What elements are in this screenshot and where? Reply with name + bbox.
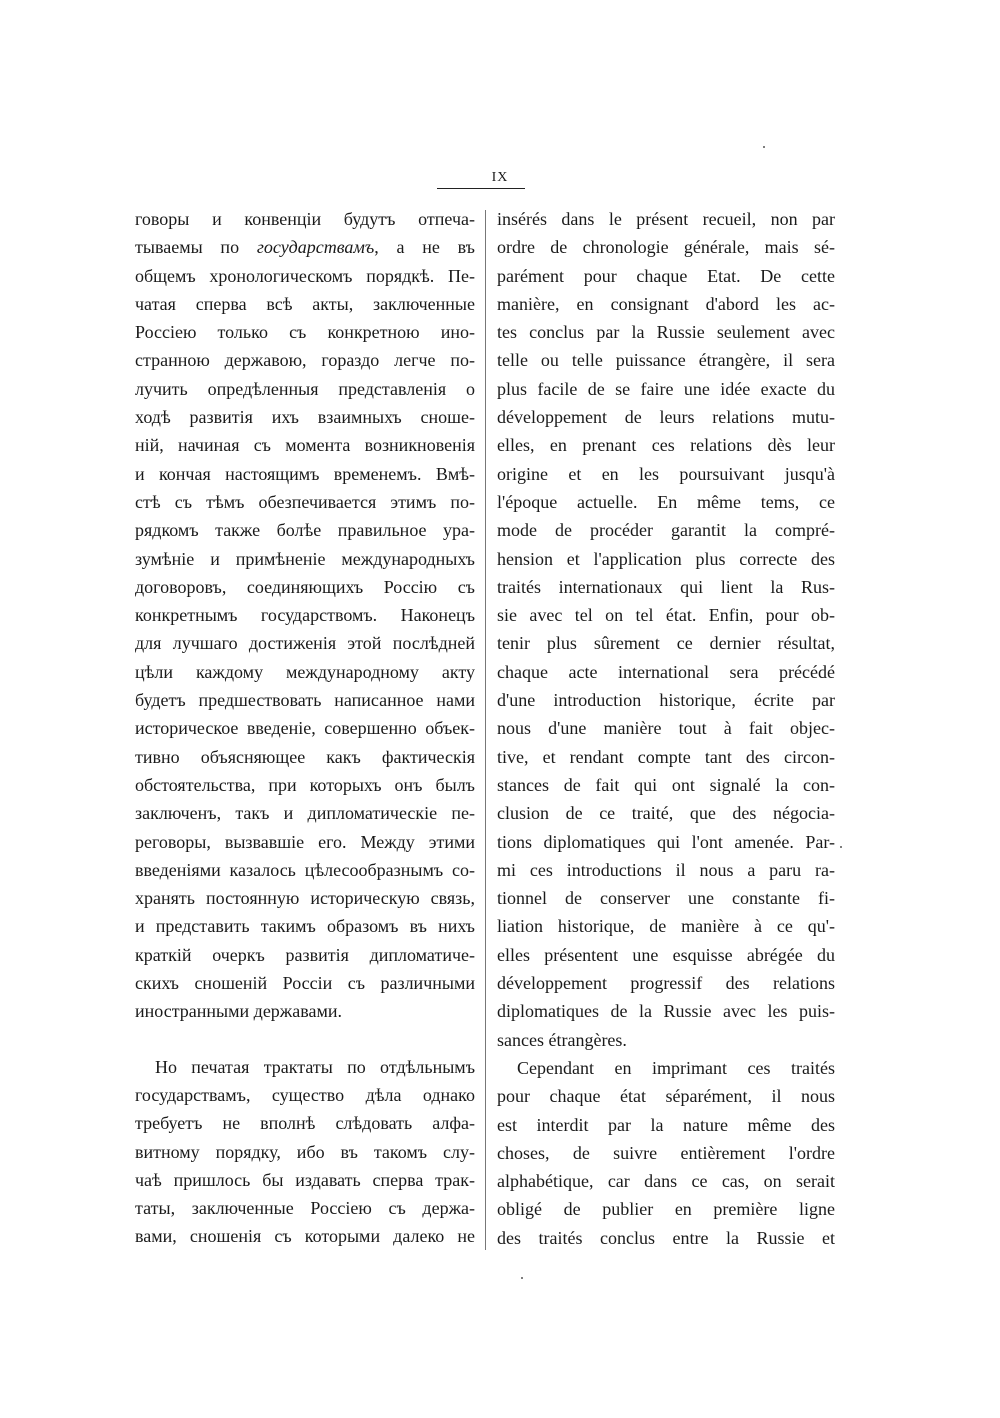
text-line: chaque acte international sera précédé [497, 661, 835, 682]
text-line: ній, начиная съ момента возникновенія [135, 435, 475, 456]
text-line: чатая сперва всѣ акты, заключенные [135, 293, 475, 314]
text-line: l'époque actuelle. En même tems, ce [497, 491, 835, 512]
text-line: origine et en les poursuivant jusqu'à [497, 463, 835, 484]
text-line: pour chaque état séparément, il nous [497, 1086, 835, 1107]
text-line: договоровъ, соединяющихъ Россію съ [135, 576, 475, 597]
text-line: tive, et rendant compte tant des circon- [497, 746, 835, 767]
text-line: hension et l'application plus correcte des [497, 548, 835, 569]
text-line: ходѣ развитія ихъ взаимныхъ сноше- [135, 407, 475, 428]
text-line: скихъ сношеній Россіи съ различными [135, 973, 475, 994]
french-paragraph-1 [497, 205, 835, 1054]
russian-paragraph-1 [135, 205, 475, 1026]
text-line: traités internationaux qui lient la Rus- [497, 576, 835, 597]
column-divider [485, 210, 486, 1250]
text-line: хранять постоянную историческую связь, [135, 888, 475, 909]
text-line: est interdit par la nature même des [497, 1114, 835, 1135]
scan-speck [840, 846, 842, 848]
header-rule [437, 188, 525, 189]
text-line: stances de fait qui ont signalé la con- [497, 774, 835, 795]
text-line: и представить такимъ образомъ въ нихъ [135, 916, 475, 937]
text-line: цѣли каждому международному акту [135, 661, 475, 682]
text-line: nous d'une manière tout à fait objec- [497, 718, 835, 739]
text-line: тивно объясняющее какъ фактическія [135, 746, 475, 767]
text-line: alphabétique, car dans ce cas, on serait [497, 1171, 835, 1192]
text-line: choses, de suivre entièrement l'ordre [497, 1142, 835, 1163]
scan-speck [521, 1277, 523, 1279]
text-line: заключенъ, такъ и дипломатическіе пе- [135, 803, 475, 824]
text-line: конкретнымъ государствомъ. Наконецъ [135, 605, 475, 626]
text-line: ordre de chronologie générale, mais sé- [497, 237, 835, 258]
text-line: d'une introduction historique, écrite par [497, 690, 835, 711]
russian-column [135, 205, 475, 1251]
text-line: странною державою, гораздо легче по- [135, 350, 475, 371]
text-line: иностранными державами. [135, 1001, 343, 1022]
text-line: parément pour chaque Etat. De cette [497, 265, 835, 286]
text-line: tionnel de conserver une constante fi- [497, 888, 835, 909]
text-line: рядкомъ также болѣе правильное ура- [135, 520, 475, 541]
text-line: историческое введеніе, совершенно объек- [135, 718, 475, 739]
text-line: sie avec tel on tel état. Enfin, pour ob- [497, 605, 835, 626]
text-line: чаѣ пришлось бы издавать сперва трак- [135, 1169, 475, 1190]
text-line: tions diplomatiques qui l'ont amenée. Par- [497, 831, 835, 852]
text-line: clusion de ce traité, que des négocia- [497, 803, 835, 824]
text-line: зумѣніе и примѣненіе международныхъ [135, 548, 475, 569]
text-line: manière, en consignant d'abord les ac- [497, 293, 835, 314]
text-line: краткій очеркъ развитія дипломатиче- [135, 944, 475, 965]
text-line: Cependant en imprimant ces traités [517, 1057, 835, 1078]
text-line: будетъ предшествовать написанное нами [135, 690, 475, 711]
text-line: витному порядку, ибо въ такомъ слу- [135, 1141, 475, 1162]
text-line: введеніями казалось цѣлесообразнымъ со- [135, 859, 475, 880]
text-line: développement de leurs relations mutu- [497, 407, 835, 428]
text-line: Но печатая трактаты по отдѣльнымъ [155, 1056, 475, 1077]
text-line: Россіею только съ конкретною ино- [135, 322, 475, 343]
french-column [497, 205, 835, 1252]
text-line: и кончая настоящимъ временемъ. Вмѣ- [135, 463, 475, 484]
text-line: mode de procéder garantit la compré- [497, 520, 835, 541]
text-line: государствамъ, существо дѣла однако [135, 1084, 475, 1105]
scan-speck [763, 146, 765, 148]
text-line: тываемы по государствамъ, а не въ [135, 237, 475, 258]
text-line: для лучшаго достиженія этой послѣдней [135, 633, 475, 654]
text-line: plus facile de se faire une idée exacte du [497, 378, 835, 399]
text-line: mi ces introductions il nous a paru ra- [497, 859, 835, 880]
text-line: développement progressif des relations [497, 973, 835, 994]
text-line: liation historique, de manière à ce qu'- [497, 916, 835, 937]
text-line: elles, en prenant ces relations dès leur [497, 435, 835, 456]
text-line: требуетъ не вполнѣ слѣдовать алфа- [135, 1113, 475, 1134]
french-paragraph-2 [497, 1054, 835, 1252]
text-line: diplomatiques de la Russie avec les puis- [497, 1001, 835, 1022]
text-line: общемъ хронологическомъ порядкѣ. Пе- [135, 265, 475, 286]
text-line: обстоятельства, при которыхъ онъ былъ [135, 774, 475, 795]
text-line: говоры и конвенціи будутъ отпеча- [135, 209, 475, 229]
text-line: tes conclus par la Russie seulement avec [497, 322, 835, 343]
russian-paragraph-2 [135, 1053, 475, 1251]
text-line: elles présentent une esquisse abrégée du [497, 944, 835, 965]
page-number: IX [491, 170, 509, 185]
text-line: tenir plus sûrement ce dernier résultat, [497, 633, 835, 654]
text-line: obligé de publier en première ligne [497, 1199, 835, 1220]
text-line: des traités conclus entre la Russie et [497, 1227, 835, 1248]
text-line: sances étrangères. [497, 1029, 627, 1050]
text-line: стѣ съ тѣмъ обезпечивается этимъ по- [135, 491, 475, 512]
text-line: insérés dans le présent recueil, non par [497, 209, 835, 229]
text-line: telle ou telle puissance étrangère, il sera [497, 350, 835, 371]
text-line: реговоры, вызвавшіе его. Между этими [135, 831, 475, 852]
text-line: таты, заключенные Россіею съ держа- [135, 1198, 475, 1219]
text-line: вами, сношенія съ которыми далеко не [135, 1226, 475, 1247]
text-line: лучить опредѣленныя представленія о [135, 378, 475, 399]
